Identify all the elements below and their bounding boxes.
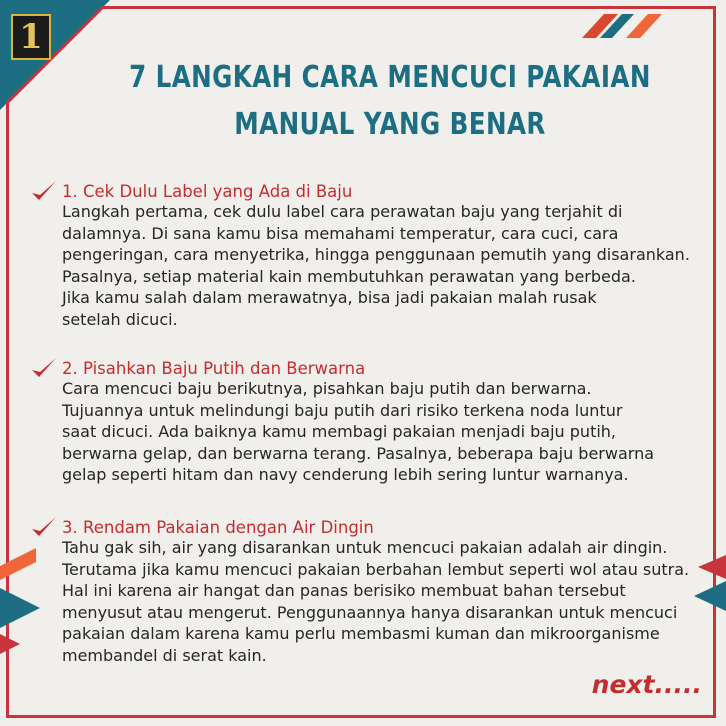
step-number-badge: 1: [11, 14, 51, 60]
checkmark-icon: [30, 179, 58, 203]
body-line: menyusut atau mengerut. Penggunaannya hanya disarankan untuk mencuci: [62, 602, 678, 622]
next-link[interactable]: next.....: [591, 670, 702, 699]
body-line: dalamnya. Di sana kamu bisa memahami temperatur, cara cuci, cara: [62, 223, 619, 243]
body-line: pengeringan, cara menyetrika, hingga penggunaan pemutih yang disarankan.: [62, 245, 690, 264]
body-line: Terutama jika kamu mencuci pakaian berbahan lembut seperti wol atau sutra.: [62, 559, 690, 579]
body-line: gelap seperti hitam dan navy cenderung lebih sering luntur warnanya.: [62, 465, 629, 484]
checkmark-icon: [30, 515, 58, 539]
step-body: [62, 537, 710, 666]
body-line: Cara mencuci baju berikutnya, pisahkan baju putih dan berwarna.: [62, 379, 592, 398]
checkmark-icon: [30, 356, 58, 380]
body-line: saat dicuci. Ada baiknya kamu membagi pakaian menjadi baju putih,: [62, 422, 617, 441]
step-body: [62, 378, 710, 486]
body-line: pakaian dalam karena kamu perlu membasmi kuman dan mikroorganisme: [62, 624, 660, 643]
body-line: Pasalnya, setiap material kain membutuhkan perawatan yang berbeda.: [62, 266, 636, 286]
body-line: Tujuannya untuk melindungi baju putih dari risiko terkena noda luntur: [62, 400, 623, 420]
page-title-line-1: 7 LANGKAH CARA MENCUCI PAKAIAN: [129, 60, 651, 95]
page-title-line-2: MANUAL YANG BENAR: [234, 107, 546, 142]
step-heading: 3. Rendam Pakaian dengan Air Dingin: [62, 517, 374, 537]
body-line: setelah dicuci.: [62, 309, 178, 329]
step-section-1: [30, 178, 710, 330]
stripe-decoration-top-right: [582, 10, 662, 40]
body-line: membandel di serat kain.: [62, 645, 267, 665]
step-heading: 2. Pisahkan Baju Putih dan Berwarna: [62, 358, 366, 378]
body-line: Tahu gak sih, air yang disarankan untuk mencuci pakaian adalah air dingin.: [62, 538, 668, 557]
step-section-3: [30, 514, 710, 666]
step-heading: 1. Cek Dulu Label yang Ada di Baju: [62, 181, 353, 201]
step-section-2: [30, 355, 710, 486]
body-line: Jika kamu salah dalam merawatnya, bisa jadi pakaian malah rusak: [62, 288, 597, 307]
body-line: Langkah pertama, cek dulu label cara perawatan baju yang terjahit di: [62, 202, 623, 221]
step-body: [62, 201, 710, 330]
body-line: Hal ini karena air hangat dan panas berisiko membuat bahan tersebut: [62, 581, 626, 600]
body-line: berwarna gelap, dan berwarna terang. Pasalnya, beberapa baju berwarna: [62, 443, 655, 463]
